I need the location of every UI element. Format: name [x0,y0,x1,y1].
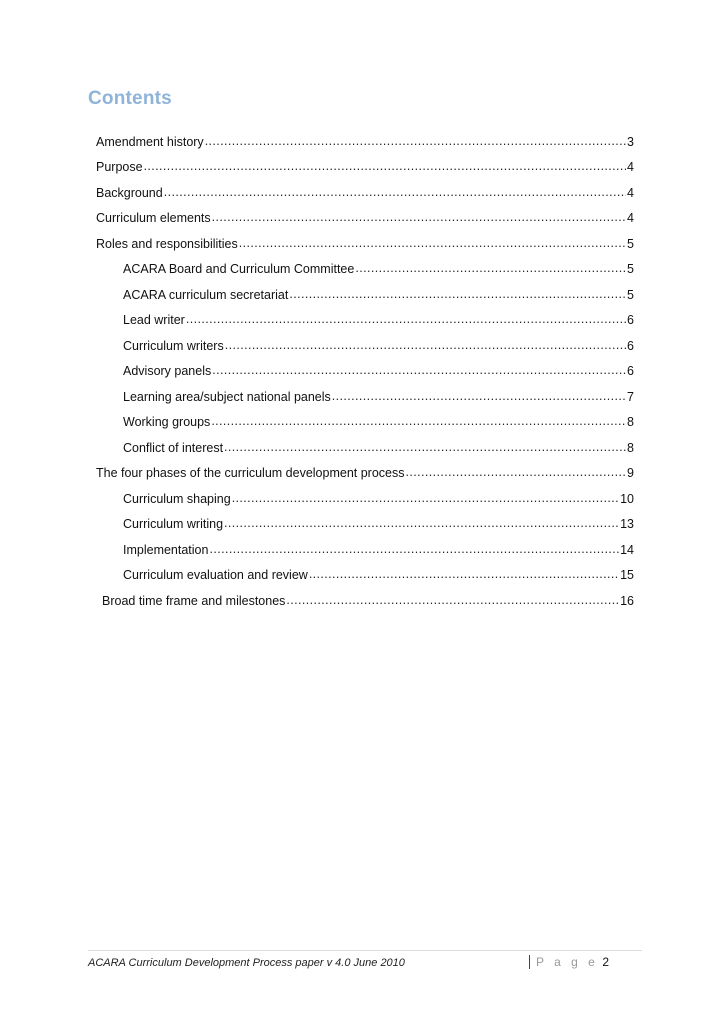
toc-entry-page: 15 [620,568,634,582]
toc-entry-label: Lead writer [123,313,185,327]
toc-entry-label: Amendment history [96,134,204,149]
toc-entry-page: 5 [627,236,634,251]
toc-entry-curriculum-shaping[interactable] [96,481,634,507]
toc-entry-label: Roles and responsibilities [96,236,238,251]
toc-entry-lead-writer[interactable] [96,303,634,329]
toc-dot-leader [212,364,626,376]
contents-title: Contents [88,88,172,109]
toc-entry-page: 10 [620,491,634,506]
toc-entry-page: 4 [627,160,634,174]
toc-entry-label: Curriculum writing [123,517,224,531]
footer-separator-bar [529,955,530,969]
footer-page-label: P a g e [536,955,599,969]
toc-dot-leader [286,594,619,606]
toc-dot-leader [309,568,619,580]
toc-entry-page: 3 [627,134,634,149]
toc-dot-leader [144,160,626,172]
footer-divider [88,950,642,951]
toc-entry-curriculum-elements[interactable] [96,201,634,227]
toc-dot-leader [212,211,626,223]
toc-dot-leader [209,543,619,555]
toc-entry-label: Working groups [123,415,211,429]
toc-entry-label: Background [96,185,163,200]
toc-entry-label: Implementation [123,542,209,557]
toc-entry-amendment-history[interactable] [96,124,634,150]
toc-dot-leader [205,135,626,147]
footer-page-indicator [529,955,609,969]
toc-entry-roles-and-responsibilities[interactable] [96,226,634,252]
toc-dot-leader [211,415,626,427]
toc-entry-label: Curriculum elements [96,211,211,225]
toc-entry-label: Curriculum shaping [123,491,231,506]
toc-entry-label: ACARA Board and Curriculum Committee [123,262,355,276]
toc-entry-page: 13 [620,517,634,531]
toc-dot-leader [406,466,627,478]
toc-entry-page: 14 [620,542,634,557]
table-of-contents [96,124,634,609]
footer-page-number: 2 [602,955,609,969]
toc-dot-leader [164,186,626,198]
toc-entry-curriculum-writing[interactable] [96,507,634,533]
toc-entry-advisory-panels[interactable] [96,354,634,380]
toc-entry-label: Purpose [96,160,143,174]
toc-dot-leader [224,441,626,453]
toc-entry-page: 7 [627,389,634,404]
toc-dot-leader [289,288,626,300]
toc-entry-curriculum-writers[interactable] [96,328,634,354]
toc-entry-page: 8 [627,415,634,429]
toc-entry-label: Curriculum writers [123,338,224,353]
toc-entry-page: 16 [620,593,634,608]
toc-entry-label: Learning area/subject national panels [123,389,331,404]
toc-entry-label: The four phases of the curriculum development process [96,466,405,480]
toc-entry-implementation[interactable] [96,532,634,558]
toc-dot-leader [239,237,626,249]
toc-dot-leader [232,492,619,504]
toc-entry-background[interactable] [96,175,634,201]
footer-document-info: ACARA Curriculum Development Process paper v 4.0 June 2010 [88,957,405,969]
toc-dot-leader [224,517,619,529]
toc-entry-national-panels[interactable] [96,379,634,405]
toc-entry-label: ACARA curriculum secretariat [123,287,289,302]
toc-entry-page: 6 [627,364,634,378]
toc-entry-page: 6 [627,338,634,353]
toc-entry-label: Conflict of interest [123,440,224,455]
toc-entry-four-phases[interactable] [96,456,634,482]
toc-entry-working-groups[interactable] [96,405,634,431]
toc-entry-label: Advisory panels [123,364,212,378]
toc-entry-purpose[interactable] [96,150,634,176]
toc-entry-time-frame-milestones[interactable] [96,583,634,609]
toc-entry-page: 5 [627,262,634,276]
toc-entry-label: Broad time frame and milestones [102,593,286,608]
toc-entry-acara-secretariat[interactable] [96,277,634,303]
toc-entry-acara-board[interactable] [96,252,634,278]
toc-entry-evaluation-and-review[interactable] [96,558,634,584]
toc-entry-label: Curriculum evaluation and review [123,568,308,582]
toc-entry-conflict-of-interest[interactable] [96,430,634,456]
toc-entry-page: 9 [627,466,634,480]
toc-entry-page: 8 [627,440,634,455]
toc-entry-page: 6 [627,313,634,327]
toc-dot-leader [332,390,626,402]
toc-dot-leader [186,313,626,325]
toc-entry-page: 4 [627,211,634,225]
toc-entry-page: 5 [627,287,634,302]
toc-dot-leader [225,339,626,351]
toc-entry-page: 4 [627,185,634,200]
toc-dot-leader [355,262,626,274]
